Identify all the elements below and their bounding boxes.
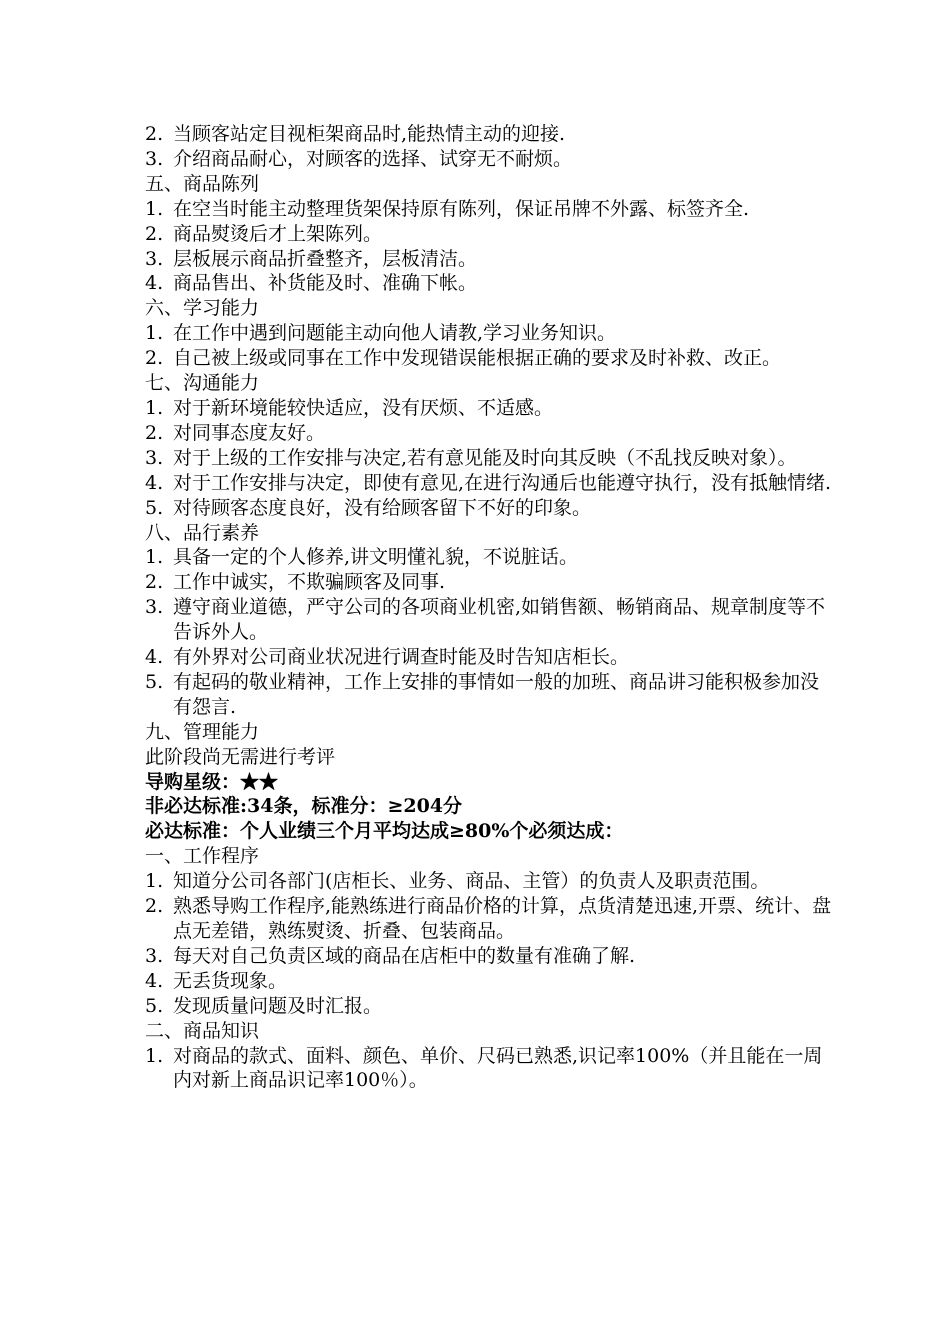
list-item bbox=[145, 570, 835, 595]
list-item-text: 对同事态度友好。 bbox=[173, 421, 326, 444]
list-item bbox=[145, 994, 835, 1019]
list-item-number: 2. bbox=[145, 222, 164, 245]
list-item bbox=[145, 1044, 835, 1094]
list-item bbox=[145, 670, 835, 720]
list-item bbox=[145, 222, 835, 247]
list-item-number: 5. bbox=[145, 670, 164, 693]
list-item-number: 3. bbox=[145, 247, 164, 270]
list-item-number: 5. bbox=[145, 994, 164, 1017]
list-item-number: 2. bbox=[145, 895, 164, 918]
list-item-number: 5. bbox=[145, 496, 164, 519]
list-item-text: 工作中诚实，不欺骗顾客及同事. bbox=[173, 571, 446, 594]
list-item-number: 4. bbox=[145, 471, 164, 494]
list-item bbox=[145, 271, 835, 296]
list-item bbox=[145, 496, 835, 521]
list-item bbox=[145, 869, 835, 894]
list-item-number: 2. bbox=[145, 571, 164, 594]
list-item bbox=[145, 421, 835, 446]
section-heading: 九、管理能力 bbox=[145, 720, 260, 743]
list-item-text: 有起码的敬业精神，工作上安排的事情如一般的加班、商品讲习能积极参加没有怨言. bbox=[173, 670, 820, 718]
section-heading: 五、商品陈列 bbox=[145, 172, 260, 195]
section-heading: 二、商品知识 bbox=[145, 1019, 260, 1042]
list-item bbox=[145, 944, 835, 969]
section-heading: 八、品行素养 bbox=[145, 521, 260, 544]
list-item-text: 遵守商业道德，严守公司的各项商业机密,如销售额、畅销商品、规章制度等不告诉外人。 bbox=[173, 596, 826, 644]
list-item-text: 介绍商品耐心，对顾客的选择、试穿无不耐烦。 bbox=[173, 147, 573, 170]
list-item-number: 1. bbox=[145, 870, 164, 893]
list-item-number: 1. bbox=[145, 546, 164, 569]
list-item-text: 层板展示商品折叠整齐，层板清洁。 bbox=[173, 247, 478, 270]
list-item bbox=[145, 446, 835, 471]
list-item-text: 自己被上级或同事在工作中发现错误能根据正确的要求及时补救、改正。 bbox=[173, 347, 782, 370]
list-item-text: 具备一定的个人修养,讲文明懂礼貌，不说脏话。 bbox=[173, 546, 579, 569]
list-item-number: 2. bbox=[145, 421, 164, 444]
list-item bbox=[145, 321, 835, 346]
list-item-number: 1. bbox=[145, 322, 164, 345]
list-item bbox=[145, 471, 835, 496]
list-item bbox=[145, 396, 835, 421]
list-item-number: 3. bbox=[145, 446, 164, 469]
list-item-number: 3. bbox=[145, 147, 164, 170]
list-item-text: 商品售出、补货能及时、准确下帐。 bbox=[173, 272, 478, 295]
list-item-text: 知道分公司各部门(店柜长、业务、商品、主管）的负责人及职责范围。 bbox=[173, 870, 770, 893]
list-item-text: 对于新环境能较快适应，没有厌烦、不适感。 bbox=[173, 396, 554, 419]
list-item-number: 1. bbox=[145, 1044, 164, 1067]
list-item-text: 有外界对公司商业状况进行调查时能及时告知店柜长。 bbox=[173, 646, 630, 669]
list-item bbox=[145, 247, 835, 272]
list-item bbox=[145, 595, 835, 645]
list-item-number: 2. bbox=[145, 347, 164, 370]
list-item-number: 3. bbox=[145, 596, 164, 619]
list-item-number: 4. bbox=[145, 272, 164, 295]
list-item-text: 对于上级的工作安排与决定,若有意见能及时向其反映（不乱找反映对象）。 bbox=[173, 446, 797, 469]
list-item-text: 对待顾客态度良好，没有给顾客留下不好的印象。 bbox=[173, 496, 592, 519]
list-item bbox=[145, 147, 835, 172]
list-item-text: 在工作中遇到问题能主动向他人请教,学习业务知识。 bbox=[173, 322, 617, 345]
list-item bbox=[145, 894, 835, 944]
list-item bbox=[145, 122, 835, 147]
section-heading: 一、工作程序 bbox=[145, 845, 260, 868]
bold-statement: 非必达标准:34条，标准分：≥204分 bbox=[145, 795, 463, 818]
document-body bbox=[145, 122, 835, 1093]
section-heading: 六、学习能力 bbox=[145, 297, 260, 320]
list-item bbox=[145, 645, 835, 670]
list-item bbox=[145, 197, 835, 222]
bold-statement: 必达标准：个人业绩三个月平均达成≥80%个必须达成： bbox=[145, 820, 624, 843]
list-item bbox=[145, 969, 835, 994]
paragraph: 此阶段尚无需进行考评 bbox=[145, 745, 336, 768]
list-item bbox=[145, 545, 835, 570]
list-item-text: 发现质量问题及时汇报。 bbox=[173, 994, 383, 1017]
list-item-text: 当顾客站定目视柜架商品时,能热情主动的迎接. bbox=[173, 123, 566, 145]
list-item-number: 1. bbox=[145, 396, 164, 419]
list-item-text: 商品熨烫后才上架陈列。 bbox=[173, 222, 383, 245]
list-item-number: 4. bbox=[145, 646, 164, 669]
list-item-text: 每天对自己负责区域的商品在店柜中的数量有准确了解. bbox=[173, 944, 636, 967]
bold-statement: 导购星级：★★ bbox=[145, 770, 279, 793]
list-item bbox=[145, 346, 835, 371]
list-item-text: 对于工作安排与决定，即使有意见,在进行沟通后也能遵守执行，没有抵触情绪. bbox=[173, 471, 832, 494]
section-heading: 七、沟通能力 bbox=[145, 372, 260, 395]
list-item-number: 2. bbox=[145, 123, 164, 145]
list-item-number: 1. bbox=[145, 197, 164, 220]
list-item-number: 4. bbox=[145, 969, 164, 992]
list-item-text: 熟悉导购工作程序,能熟练进行商品价格的计算，点货清楚迅速,开票、统计、盘点无差错，熟练熨烫、折叠、包装商品。 bbox=[173, 895, 832, 942]
list-item-text: 对商品的款式、面料、颜色、单价、尺码已熟悉,识记率100%（并且能在一周内对新上商品识记率100％）。 bbox=[173, 1044, 823, 1092]
list-item-number: 3. bbox=[145, 944, 164, 967]
list-item-text: 在空当时能主动整理货架保持原有陈列，保证吊牌不外露、标签齐全. bbox=[173, 197, 750, 220]
list-item-text: 无丢货现象。 bbox=[173, 969, 288, 992]
